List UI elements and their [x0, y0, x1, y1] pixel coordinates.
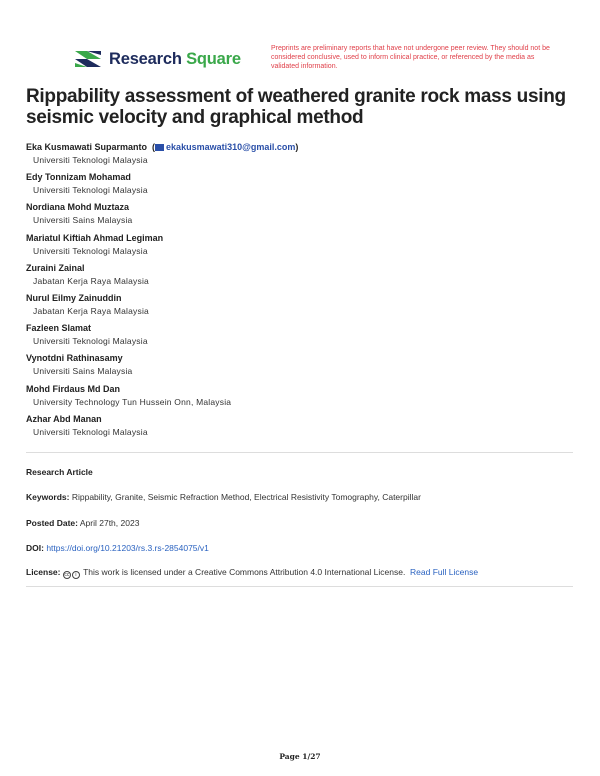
research-square-logo-icon: [73, 47, 103, 71]
paper-title: Rippability assessment of weathered granite rock mass using seismic velocity and graphical method: [26, 86, 566, 128]
author-entry: [26, 262, 586, 292]
divider: [26, 586, 573, 587]
license: [26, 566, 478, 579]
author-entry: [26, 201, 586, 231]
author-affiliation[interactable]: Jabatan Kerja Raya Malaysia: [33, 275, 149, 286]
author-email-link[interactable]: ekakusmawati310@gmail.com: [166, 142, 296, 152]
author-affiliation[interactable]: Universiti Sains Malaysia: [33, 215, 133, 226]
author-name[interactable]: Zuraini Zainal: [26, 262, 85, 273]
keywords-value: Rippability, Granite, Seismic Refraction Method, Electrical Resistivity Tomography, Caterpillar: [71, 492, 421, 502]
author-affiliation[interactable]: Universiti Sains Malaysia: [33, 366, 133, 377]
author-name[interactable]: Fazleen Slamat: [26, 323, 92, 334]
author-entry: [26, 413, 586, 443]
author-entry: [26, 292, 586, 322]
posted-date: [26, 517, 139, 529]
author-entry: [26, 322, 586, 352]
author-entry: [26, 383, 586, 413]
license-text: This work is licensed under a Creative Commons Attribution 4.0 International License.: [83, 567, 406, 577]
attribution-icon: i: [72, 571, 80, 579]
creative-commons-icon: cc: [64, 572, 70, 578]
read-full-license-link[interactable]: Read Full License: [410, 567, 479, 577]
doi-label: DOI:: [26, 543, 44, 553]
author-name[interactable]: Nordiana Mohd Muztaza: [26, 202, 129, 213]
author-name[interactable]: Mohd Firdaus Md Dan: [26, 383, 120, 394]
preprint-notice: Preprints are preliminary reports that have not undergone peer review. They should not be considered conclusive, used to inform clinical practice, or referenced by the media as validated information.: [271, 45, 550, 70]
header: [73, 44, 560, 74]
author-name[interactable]: Mariatul Kiftiah Ahmad Legiman: [26, 232, 164, 243]
author-entry: [26, 232, 586, 262]
author-entry: [26, 171, 586, 201]
page-number: Page 1/27: [279, 752, 321, 761]
author-affiliation[interactable]: University Technology Tun Hussein Onn, Malaysia: [33, 396, 232, 407]
author-name[interactable]: Azhar Abd Manan: [26, 413, 102, 424]
author-name[interactable]: Nurul Eilmy Zainuddin: [26, 292, 122, 303]
author-entry: Eka Kusmawati Suparmanto ( ekakusmawati310@gmail.com) Universiti Teknologi Malaysia: [26, 141, 586, 171]
logo-text: Research Square: [109, 49, 241, 68]
article-type: Research Article: [26, 467, 93, 477]
posted-date-value: April 27th, 2023: [79, 518, 140, 528]
author-entry: [26, 352, 586, 382]
author-affiliation[interactable]: Universiti Teknologi Malaysia: [33, 185, 148, 196]
author-name[interactable]: Eka Kusmawati Suparmanto: [26, 142, 148, 152]
doi-link[interactable]: https://doi.org/10.21203/rs.3.rs-2854075/v1: [46, 543, 209, 553]
author-affiliation[interactable]: Universiti Teknologi Malaysia: [33, 155, 148, 165]
divider: [26, 452, 573, 453]
doi: [26, 542, 209, 554]
author-affiliation[interactable]: Universiti Teknologi Malaysia: [33, 336, 148, 347]
envelope-icon: [155, 144, 164, 151]
license-label: License:: [26, 567, 61, 577]
keywords-label: Keywords:: [26, 492, 70, 502]
author-affiliation[interactable]: Universiti Teknologi Malaysia: [33, 426, 148, 437]
keywords: [26, 491, 421, 503]
research-square-logo[interactable]: [73, 47, 241, 71]
author-name[interactable]: Edy Tonnizam Mohamad: [26, 172, 131, 183]
author-name[interactable]: Vynotdni Rathinasamy: [26, 353, 123, 364]
author-list: [26, 141, 586, 443]
author-affiliation[interactable]: Universiti Teknologi Malaysia: [33, 245, 148, 256]
author-affiliation[interactable]: Jabatan Kerja Raya Malaysia: [33, 305, 149, 316]
posted-date-label: Posted Date:: [26, 518, 78, 528]
